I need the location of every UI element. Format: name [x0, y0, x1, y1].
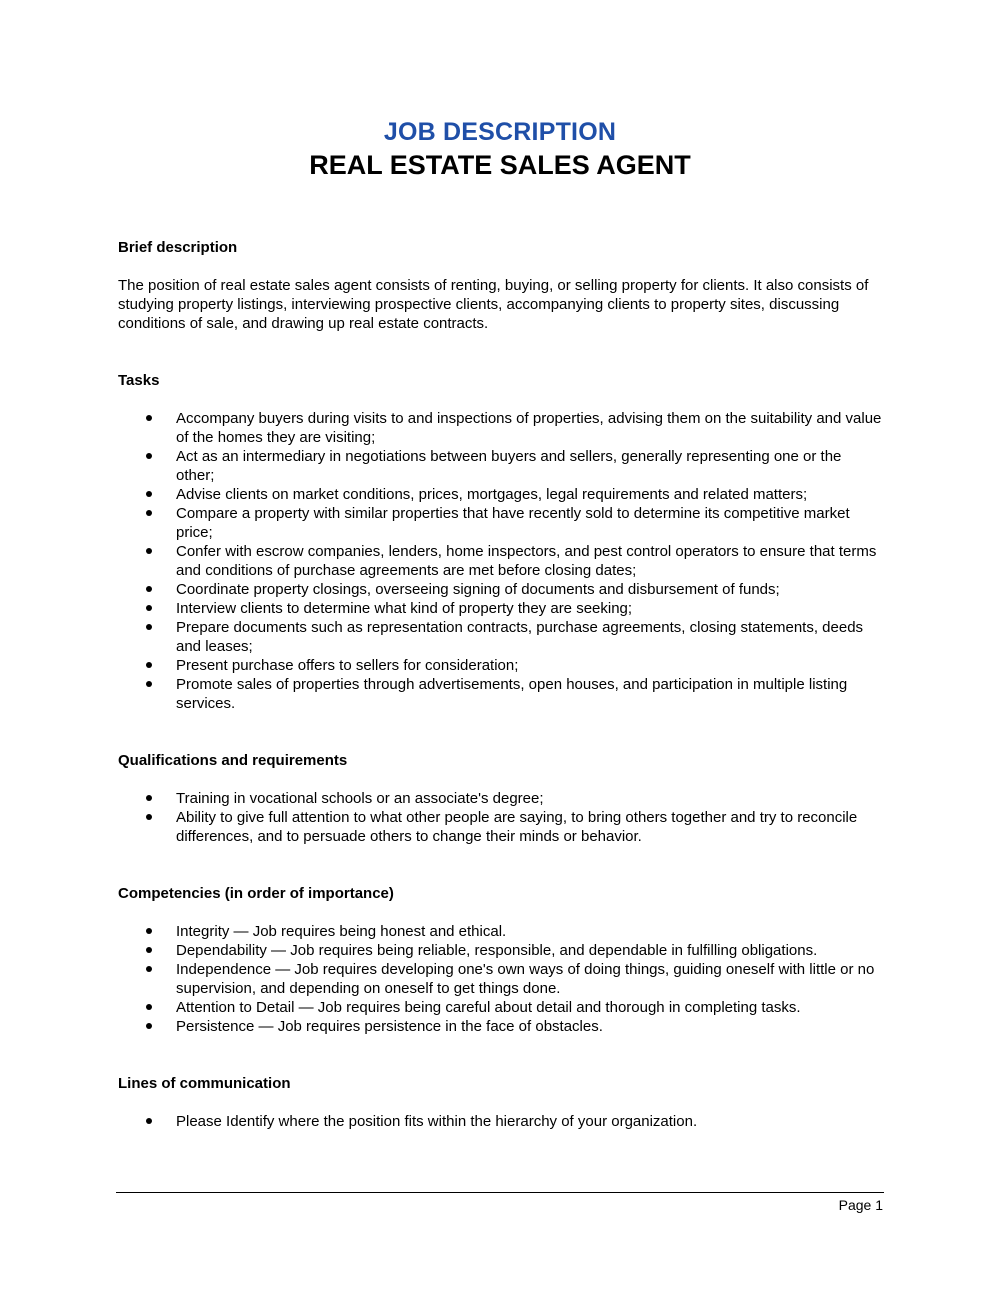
section-tasks [118, 371, 883, 713]
list-item-text: Promote sales of properties through advertisements, open houses, and participation in multiple listing services. [176, 676, 848, 712]
list-item [118, 504, 883, 542]
section-qualifications [118, 751, 883, 846]
list-item [118, 1017, 883, 1036]
document-header [0, 117, 1000, 182]
list-item [118, 580, 883, 599]
list-item [118, 960, 883, 998]
bullet-icon [146, 1023, 152, 1029]
tasks-list [118, 409, 883, 713]
list-item-text: Interview clients to determine what kind of property they are seeking; [176, 600, 633, 617]
section-heading: Competencies (in order of importance) [118, 885, 394, 902]
list-item [118, 656, 883, 675]
list-item [118, 599, 883, 618]
section-heading: Qualifications and requirements [118, 752, 348, 769]
bullet-icon [146, 510, 152, 516]
list-item-text: Present purchase offers to sellers for consideration; [176, 657, 519, 674]
bullet-icon [146, 624, 152, 630]
section-lines-of-communication [118, 1074, 883, 1131]
list-item-text: Please Identify where the position fits within the hierarchy of your organization. [176, 1113, 698, 1130]
qualifications-list [118, 789, 883, 846]
bullet-icon [146, 795, 152, 801]
list-item-text: Independence — Job requires developing one's own ways of doing things, guiding oneself with little or no supervision, and depending on oneself to get things done. [176, 961, 875, 997]
list-item-text: Persistence — Job requires persistence in the face of obstacles. [176, 1018, 603, 1035]
list-item [118, 542, 883, 580]
list-item-text: Attention to Detail — Job requires being careful about detail and thorough in completing tasks. [176, 999, 801, 1016]
list-item-text: Act as an intermediary in negotiations between buyers and sellers, generally representing one or the other; [176, 448, 842, 484]
list-item-text: Accompany buyers during visits to and inspections of properties, advising them on the suitability and value of the homes they are visiting; [176, 410, 882, 446]
list-item-text: Confer with escrow companies, lenders, home inspectors, and pest control operators to ensure that terms and conditions of purchase agreements are met before closing dates; [176, 543, 877, 579]
bullet-icon [146, 662, 152, 668]
page-number: Page 1 [838, 1197, 883, 1213]
brief-description-text: The position of real estate sales agent consists of renting, buying, or selling property for clients. It also consists of studying property listings, interviewing prospective clients, accompanying clients to property sites, discussing conditions of sale, and drawing up real estate contracts. [118, 277, 869, 332]
bullet-icon [146, 548, 152, 554]
section-brief-description [118, 238, 883, 333]
communication-list [118, 1112, 883, 1131]
list-item [118, 998, 883, 1017]
bullet-icon [146, 491, 152, 497]
list-item-text: Prepare documents such as representation contracts, purchase agreements, closing statements, deeds and leases; [176, 619, 864, 655]
document-body [118, 238, 883, 1131]
list-item-text: Training in vocational schools or an associate's degree; [176, 790, 544, 807]
list-item [118, 409, 883, 447]
list-item [118, 789, 883, 808]
bullet-icon [146, 586, 152, 592]
bullet-icon [146, 947, 152, 953]
bullet-icon [146, 453, 152, 459]
list-item [118, 808, 883, 846]
list-item [118, 941, 883, 960]
bullet-icon [146, 1118, 152, 1124]
footer-divider [116, 1192, 884, 1193]
list-item [118, 485, 883, 504]
list-item-text: Advise clients on market conditions, prices, mortgages, legal requirements and related matters; [176, 486, 808, 503]
section-heading: Lines of communication [118, 1075, 291, 1092]
bullet-icon [146, 814, 152, 820]
bullet-icon [146, 1004, 152, 1010]
list-item [118, 922, 883, 941]
list-item [118, 618, 883, 656]
list-item [118, 447, 883, 485]
page-title: REAL ESTATE SALES AGENT [309, 150, 691, 180]
section-heading: Brief description [118, 239, 238, 256]
list-item [118, 675, 883, 713]
bullet-icon [146, 928, 152, 934]
list-item-text: Coordinate property closings, overseeing signing of documents and disbursement of funds; [176, 581, 780, 598]
list-item [118, 1112, 883, 1131]
document-type-label: JOB DESCRIPTION [383, 118, 617, 146]
bullet-icon [146, 605, 152, 611]
list-item-text: Integrity — Job requires being honest and ethical. [176, 923, 507, 940]
bullet-icon [146, 681, 152, 687]
list-item-text: Compare a property with similar properties that have recently sold to determine its competitive market price; [176, 505, 850, 541]
bullet-icon [146, 966, 152, 972]
list-item-text: Ability to give full attention to what other people are saying, to bring others together and try to reconcile differences, and to persuade others to change their minds or behavior. [176, 809, 858, 845]
section-competencies [118, 884, 883, 1036]
bullet-icon [146, 415, 152, 421]
section-heading: Tasks [118, 372, 160, 389]
competencies-list [118, 922, 883, 1036]
list-item-text: Dependability — Job requires being reliable, responsible, and dependable in fulfilling obligations. [176, 942, 818, 959]
